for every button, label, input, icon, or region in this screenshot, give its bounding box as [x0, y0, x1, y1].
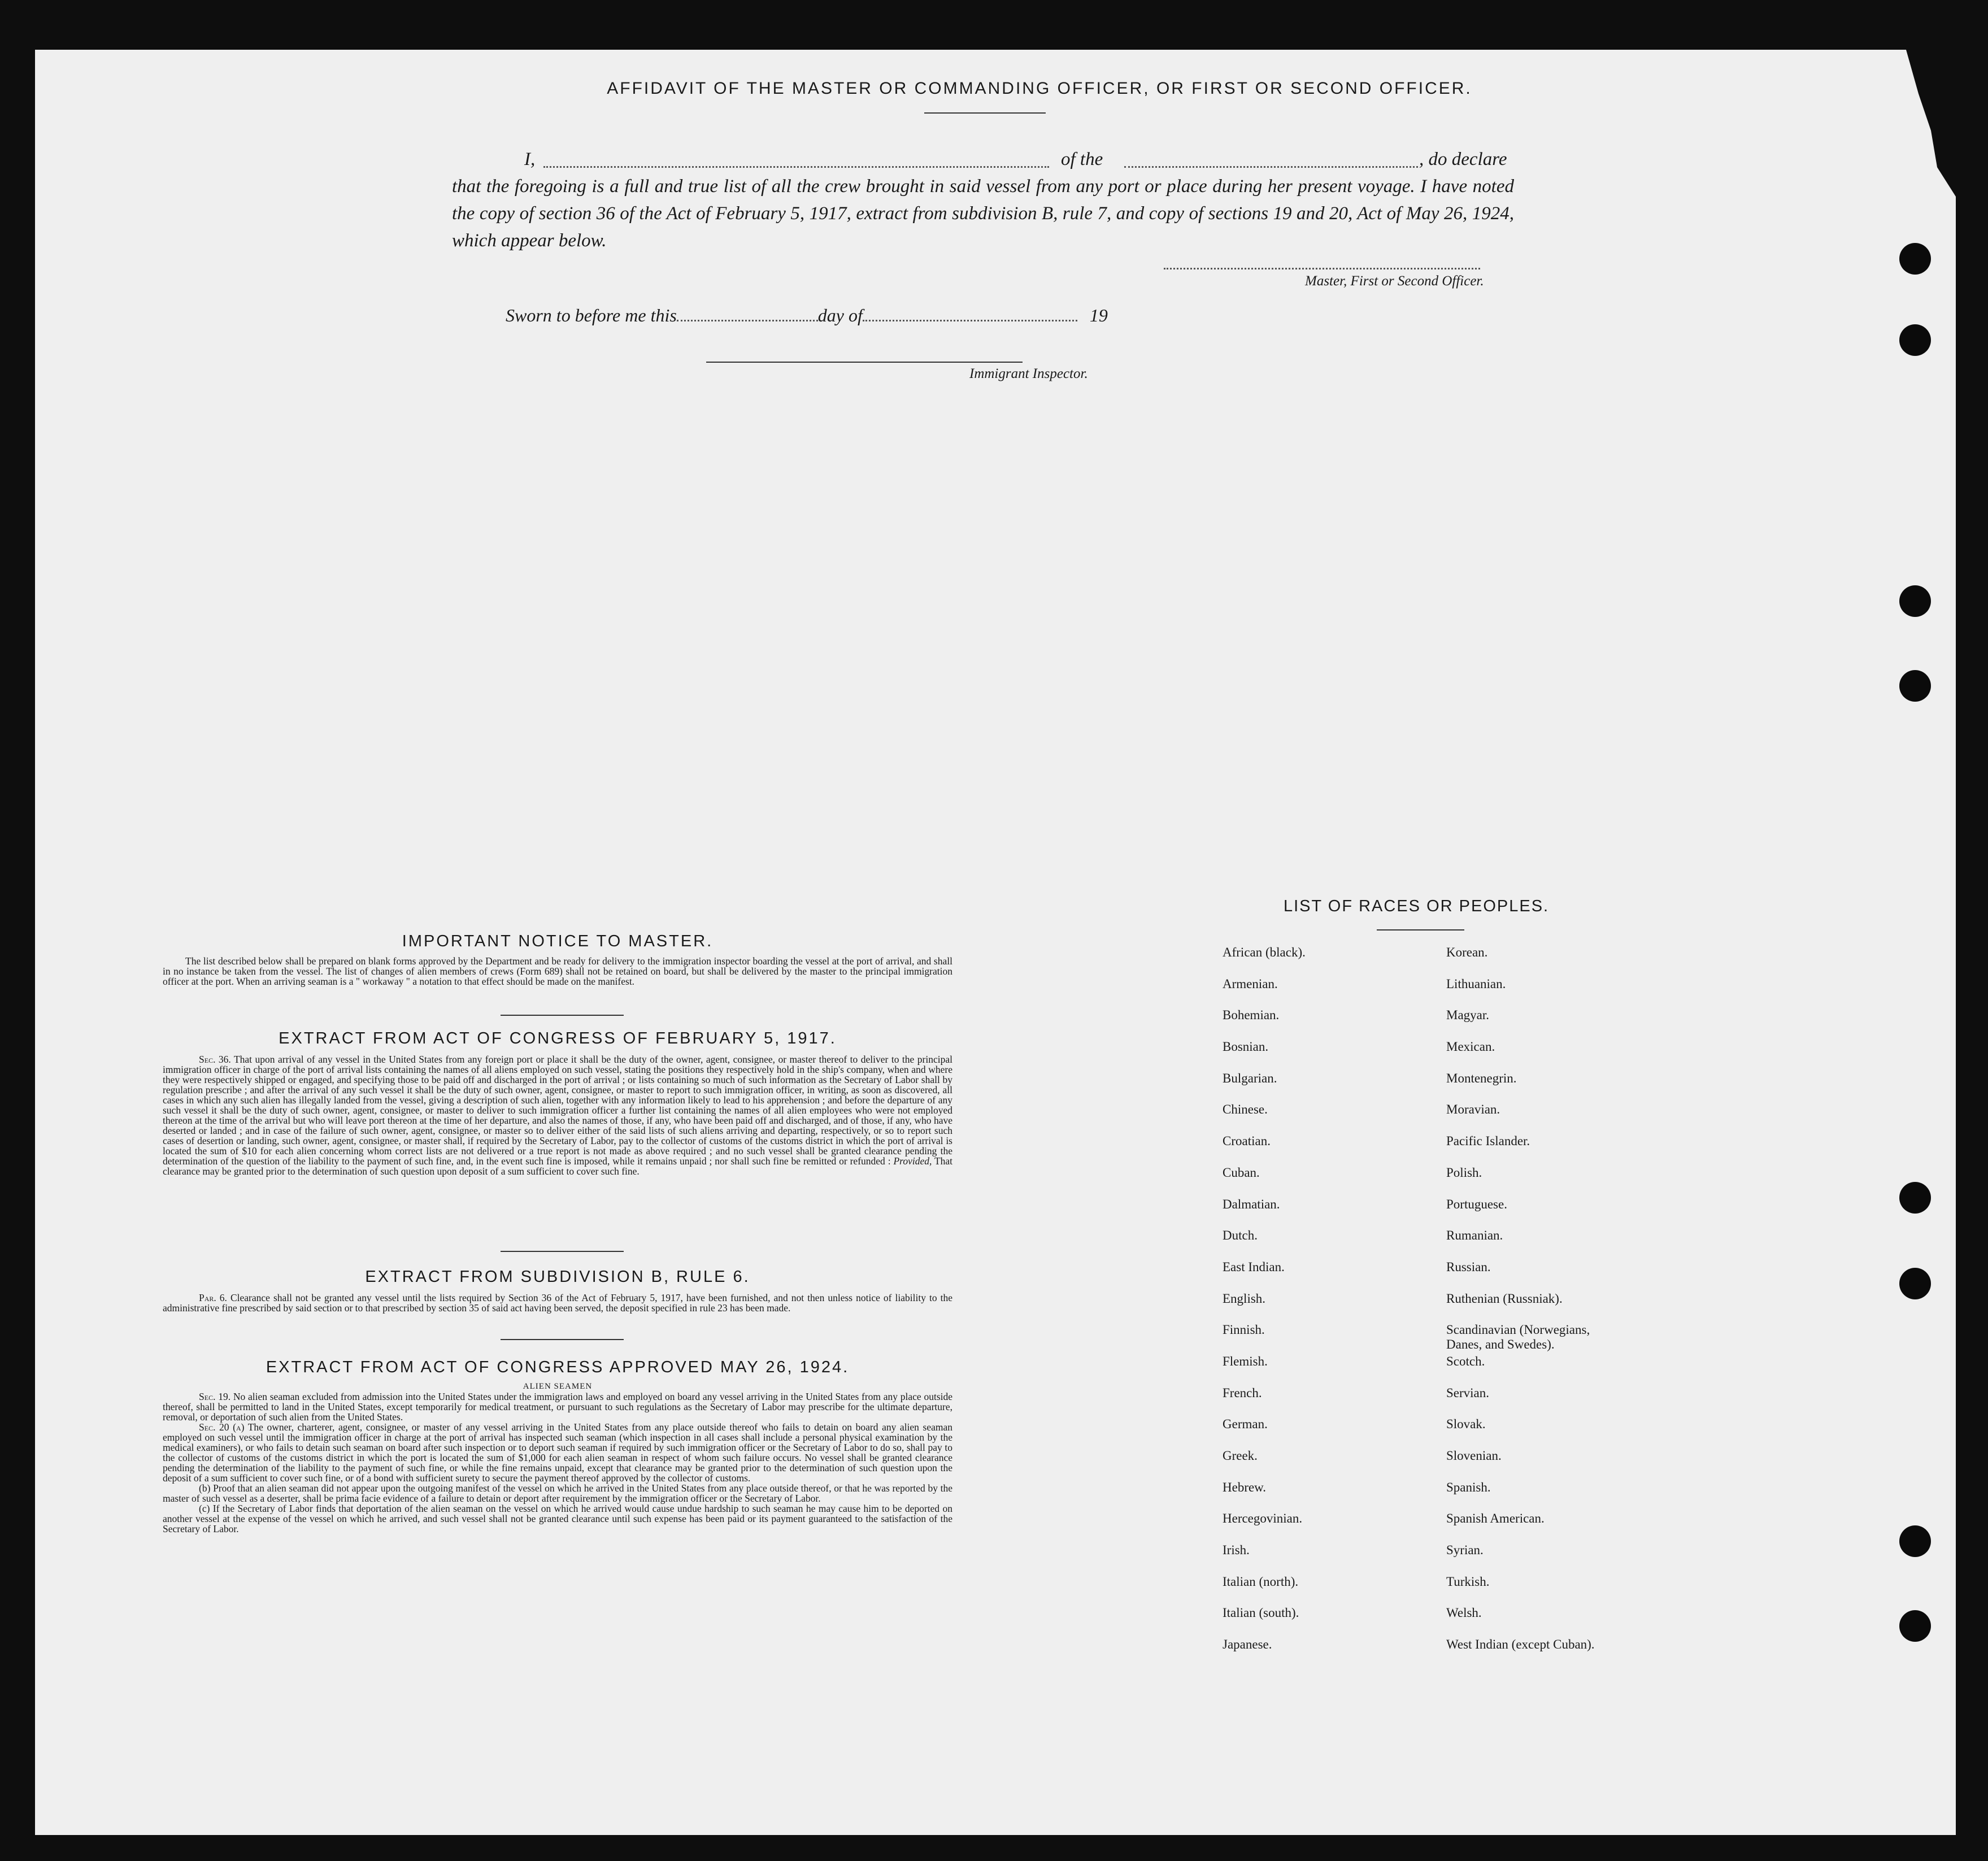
race-item: African (black). [1223, 945, 1306, 959]
race-item: Chinese. [1223, 1102, 1268, 1117]
race-item: Pacific Islander. [1446, 1134, 1530, 1149]
race-item: Flemish. [1223, 1354, 1268, 1368]
notice-section [163, 956, 952, 986]
sworn-day-of: day of [817, 305, 863, 325]
race-item: Dalmatian. [1223, 1197, 1280, 1211]
extract-rule6-title: EXTRACT FROM SUBDIVISION B, RULE 6. [365, 1268, 750, 1286]
vessel-blank[interactable] [1124, 150, 1418, 168]
declaration-do-declare: , do declare [1419, 149, 1507, 169]
race-item: Spanish American. [1446, 1511, 1545, 1526]
declaration-of-the: of the [1061, 149, 1103, 169]
race-item: Japanese. [1223, 1637, 1272, 1652]
race-item: Hercegovinian. [1223, 1511, 1303, 1526]
race-item: Mexican. [1446, 1040, 1495, 1054]
declaration-body: that the foregoing is a full and true list of all the crew brought in said vessel from any port or place during her present voyage. I have noted the copy of section 36 of the Act of February 5, 1917, extract from subdivision B, rule 7, and copy of sections 19 and 20, Act of May 26, 1924, which appear below. [452, 176, 1514, 251]
extract-1917-section [163, 1054, 952, 1176]
race-item: West Indian (except Cuban). [1446, 1637, 1595, 1652]
affidavit-title: AFFIDAVIT OF THE MASTER OR COMMANDING OFFICER, OR FIRST OR SECOND OFFICER. [607, 79, 1472, 98]
inspector-label: Immigrant Inspector. [969, 366, 1088, 381]
affidavit-declaration [452, 146, 1514, 254]
section-divider [501, 1015, 624, 1016]
race-item: German. [1223, 1417, 1268, 1432]
section-divider [501, 1251, 624, 1252]
race-item: Korean. [1446, 945, 1488, 959]
sworn-line [506, 305, 1184, 326]
sworn-year: 19 [1089, 305, 1108, 325]
races-right-column [1446, 945, 1650, 1669]
race-item: French. [1223, 1385, 1262, 1400]
signature-line[interactable] [1164, 268, 1480, 269]
race-item: Hebrew. [1223, 1480, 1267, 1494]
race-item: Portuguese. [1446, 1197, 1507, 1211]
notice-title: IMPORTANT NOTICE TO MASTER. [402, 932, 714, 950]
race-item: Welsh. [1446, 1606, 1482, 1620]
binder-hole [1899, 585, 1931, 617]
race-item: Slovak. [1446, 1417, 1486, 1432]
race-item: Montenegrin. [1446, 1071, 1517, 1085]
extract-rule6-sec: Par. 6. [199, 1292, 227, 1303]
extract-1924-sec20c: (c) If the Secretary of Labor finds that deportation of the alien seaman on the vessel on which he arrived would cause undue hardship to such seaman he may cause him to be deported on another vessel at the expense of the vessel on which he arrived, and such vessel shall not be granted clearance until such expense has been paid or its payment guaranteed to the satisfaction of the Secretary of Labor. [163, 1503, 952, 1534]
race-item: Slovenian. [1446, 1449, 1502, 1463]
race-item: Dutch. [1223, 1228, 1258, 1243]
extract-1917-text [163, 1054, 952, 1176]
binder-hole [1899, 1268, 1931, 1299]
extract-1924-subtitle: ALIEN SEAMEN [523, 1382, 593, 1391]
sec20-label: Sec. 20 (a) [199, 1421, 245, 1433]
race-item: Italian (south). [1223, 1606, 1299, 1620]
binder-hole [1899, 324, 1931, 356]
binder-hole [1899, 1610, 1931, 1642]
race-item: Scandinavian (Norwegians, Danes, and Swedes). [1446, 1323, 1590, 1352]
sworn-text: Sworn to before me this [506, 305, 677, 325]
section-divider [501, 1339, 624, 1340]
race-item: Scotch. [1446, 1354, 1485, 1368]
race-item: East Indian. [1223, 1259, 1285, 1274]
torn-corner [1894, 50, 1956, 197]
race-item: Irish. [1223, 1543, 1250, 1558]
extract-1917-proviso: Provided, [893, 1155, 932, 1167]
race-item: Bohemian. [1223, 1008, 1280, 1023]
binder-hole [1899, 1182, 1931, 1214]
sec19-label: Sec. 19. [199, 1391, 231, 1402]
races-left-column [1223, 945, 1437, 1669]
sec19-body: No alien seaman excluded from admission into the United States under the immigration laws and employed on board any vessel arriving in the United States from any place outside thereof, shall be permitted to land in the United States, except temporarily for medical treatment, or pursuant to such regulations as the Secretary of Labor may prescribe for the ultimate departure, removal, or deportation of such alien from the United States. [163, 1391, 953, 1423]
extract-1917-body: That upon arrival of any vessel in the United States from any foreign port or place it shall be the duty of the owner, agent, consignee, or master thereof to deliver to the principal immigration officer in charge of the port of arrival lists containing the names of all aliens employed on such vessel, stating the positions they respectively hold in the ship's company, when and where they were respectively shipped or engaged, and specifying those to be paid off and discharged in the port of arrival ; or lists containing so much of such information as the Secretary of Labor shall by regulation prescribe ; and after the arrival of any such vessel it shall be the duty of such owner, agent, consignee, or master to report to such immigration officer, in writing, as soon as discovered, all cases in which any such alien has illegally landed from the vessel, giving a description of such alien, together with any information likely to lead to his apprehension ; and before the departure of any such vessel it shall be the duty of such owner, agent, consignee, or master to deliver to such immigration officer a further list containing the names of all alien employees who were not employed thereon at the time of the arrival but who will leave port thereon at the time of her departure, and also the names of those, if any, who have been paid off and discharged, and of those, if any, who have deserted or landed ; and in case of the failure of such owner, agent, consignee, or master so to deliver either of the said lists of such aliens arriving and departing, respectively, or so to report such cases of desertion or landing, such owner, agent, consignee, or master shall, if required by the Secretary of Labor, pay to the collector of customs of the customs district in which the port of arrival is located the sum of $10 for each alien concerning whom correct lists are not delivered or a true report is not made as above required ; and no such vessel shall be granted clearance pending the determination of the question of the liability to the payment of such fine, and, in the event such fine is imposed, while it remains unpaid ; nor shall such fine be remitted or refunded : [163, 1054, 952, 1167]
signature-label: Master, First or Second Officer. [1305, 273, 1484, 289]
race-item: Ruthenian (Russniak). [1446, 1291, 1563, 1306]
race-item: Magyar. [1446, 1008, 1490, 1023]
sec20a-body: The owner, charterer, agent, consignee, or master of any vessel arriving in the United States from any place outside thereof who fails to detain on board any alien seaman employed on such vessel until the immigration officer in charge at the port of arrival has inspected such seaman (which inspection in all cases shall include a personal physical examination by the medical examiners), or who fails to detain such seaman on board after such inspection or to deport such seaman if required by such immigration officer or the Secretary of Labor to do so, shall pay to the collector of customs of the customs district in which the port is located the sum of $1,000 for each alien seaman in respect of whom such failure occurs. No vessel shall be granted clearance pending the determination of the liability to the payment of such fine, or while the fine remains unpaid, except that clearance may be granted prior to the determination of such question upon the deposit of a sum sufficient to cover such fine, or of a bond with sufficient surety to secure the payment thereof approved by the collector of customs. [163, 1421, 952, 1484]
sworn-day-blank[interactable] [677, 305, 818, 321]
binder-hole [1899, 1525, 1931, 1557]
binder-hole [1899, 243, 1931, 275]
name-blank[interactable] [543, 150, 1049, 168]
binder-hole [1899, 670, 1931, 702]
race-item: Turkish. [1446, 1574, 1490, 1589]
extract-1924-title: EXTRACT FROM ACT OF CONGRESS APPROVED MAY 26, 1924. [266, 1358, 850, 1376]
race-item: Polish. [1446, 1165, 1482, 1180]
declaration-i: I, [524, 149, 536, 169]
race-item: Lithuanian. [1446, 976, 1506, 991]
sworn-month-blank[interactable] [863, 305, 1077, 321]
inspector-signature-line[interactable] [706, 362, 1023, 363]
extract-rule6-section [163, 1293, 952, 1313]
race-item: Servian. [1446, 1385, 1490, 1400]
extract-1924-sec20a [163, 1422, 952, 1483]
race-item: Greek. [1223, 1449, 1258, 1463]
extract-1917-title: EXTRACT FROM ACT OF CONGRESS OF FEBRUARY 5, 1917. [279, 1029, 837, 1047]
notice-text: The list described below shall be prepared on blank forms approved by the Department and be ready for delivery to the immigration inspector boarding the vessel at the port of arrival, and shall in no instance be taken from the vessel. The list of changes of alien members of crews (Form 689) shall not be retained on board, but shall be delivered by the master to the principal immigration officer at the port. When an arriving seaman is a " workaway " a notation to that effect should be made on the manifest. [163, 955, 952, 987]
extract-1924-sec20b: (b) Proof that an alien seaman did not appear upon the outgoing manifest of the vessel on which he arrived in the United States from any place outside thereof, or that he was reported by the master of such vessel as a deserter, shall be prima facie evidence of a failure to detain or deport after requirement by the immigration officer or the Secretary of Labor. [163, 1482, 952, 1504]
race-item: Cuban. [1223, 1165, 1260, 1180]
race-item: Croatian. [1223, 1134, 1271, 1149]
races-title: LIST OF RACES OR PEOPLES. [1284, 897, 1550, 915]
race-item: Spanish. [1446, 1480, 1491, 1494]
title-underline [924, 112, 1046, 114]
race-item: Armenian. [1223, 976, 1278, 991]
extract-rule6-body: Clearance shall not be granted any vessel until the lists required by Section 36 of the Act of February 5, 1917, have been furnished, and not then unless notice of liability to the administrative fine prescribed by said section or to that prescribed by section 35 of said act having been served, the deposit specified in rule 23 has been made. [163, 1292, 953, 1314]
extract-1924-section [163, 1382, 952, 1534]
race-item: English. [1223, 1291, 1266, 1306]
extract-1917-end: That clearance may be granted prior to the determination of such question upon deposit of a sum sufficient to cover such fine. [163, 1155, 953, 1177]
race-item: Italian (north). [1223, 1574, 1299, 1589]
extract-rule6-text [163, 1293, 952, 1313]
race-item: Finnish. [1223, 1323, 1265, 1337]
races-title-underline [1377, 929, 1464, 930]
race-item: Russian. [1446, 1259, 1491, 1274]
race-item: Bulgarian. [1223, 1071, 1277, 1085]
race-item: Bosnian. [1223, 1040, 1269, 1054]
extract-1917-sec: Sec. 36. [199, 1054, 231, 1065]
race-item: Syrian. [1446, 1543, 1484, 1558]
extract-1924-sec19 [163, 1392, 952, 1422]
race-item: Moravian. [1446, 1102, 1500, 1117]
race-item: Rumanian. [1446, 1228, 1503, 1243]
